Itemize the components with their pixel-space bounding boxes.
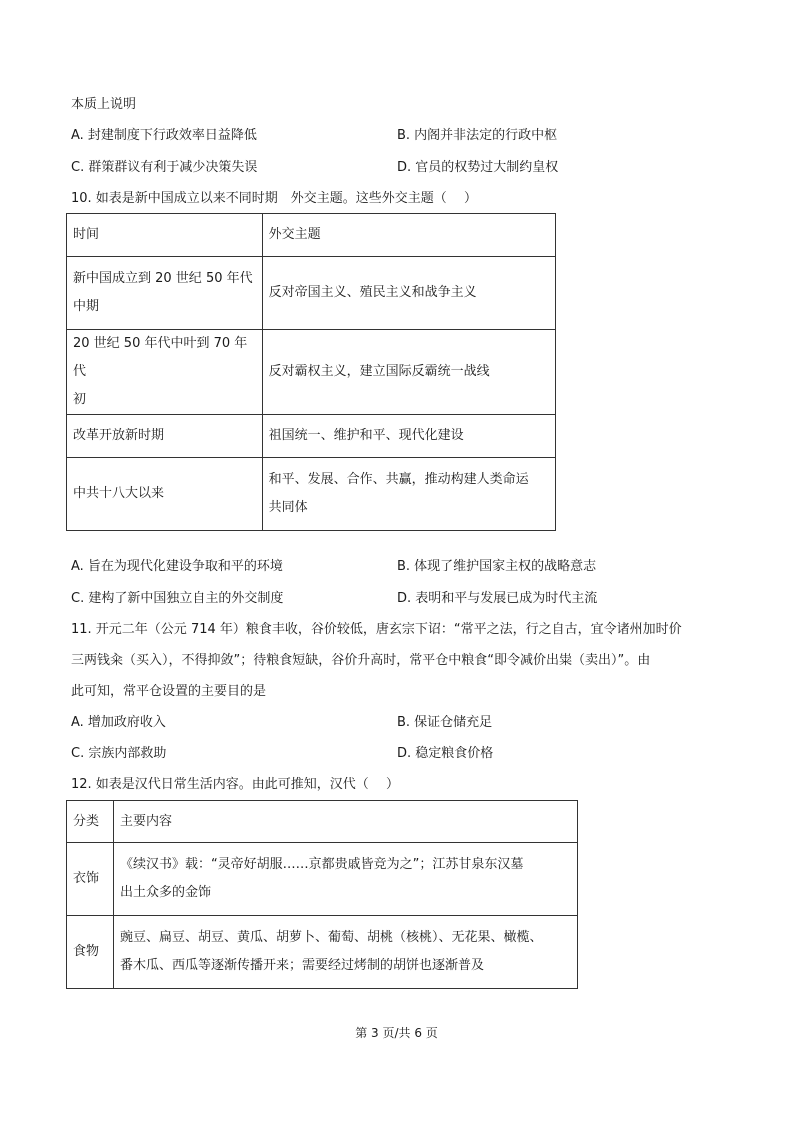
q12-stem: 12. 如表是汉代日常生活内容。由此可推知，汉代（ ） (71, 777, 399, 792)
table-cell (67, 257, 263, 330)
cell-line: 《续汉书》载：“灵帝好胡服……京都贵戚皆竞为之”；江苏甘泉东汉墓 (119, 857, 524, 872)
q9-option-c: C. 群策群议有利于减少决策失误 (71, 160, 258, 175)
table-cell: 反对帝国主义、殖民主义和战争主义 (262, 257, 555, 330)
table-row (67, 916, 578, 989)
q10-table (66, 213, 556, 531)
table-row (67, 257, 556, 330)
cell-line: 初 (73, 392, 87, 407)
table-cell (113, 916, 577, 989)
table-cell: 祖国统一、维护和平、现代化建设 (262, 415, 555, 458)
table-cell (262, 458, 555, 531)
q9-option-d: D. 官员的权势过大制约皇权 (397, 160, 559, 175)
cell-line: 出土众多的金饰 (119, 885, 211, 900)
table-cell (113, 843, 577, 916)
q11-stem-line: 此可知，常平仓设置的主要目的是 (71, 684, 267, 699)
table-cell: 食物 (67, 916, 114, 989)
table-header-cell: 主要内容 (113, 801, 577, 843)
table-cell: 衣饰 (67, 843, 114, 916)
table-header-cell: 时间 (67, 214, 263, 257)
q10-option-a: A. 旨在为现代化建设争取和平的环境 (71, 559, 283, 574)
table-cell: 改革开放新时期 (67, 415, 263, 458)
page-footer: 第 3 页/共 6 页 (355, 1026, 438, 1040)
q10-option-d: D. 表明和平与发展已成为时代主流 (397, 591, 598, 606)
cell-line: 20 世纪 50 年代中叶到 70 年代 (73, 336, 248, 379)
q9-option-a: A. 封建制度下行政效率日益降低 (71, 128, 257, 143)
table-row (67, 458, 556, 531)
table-header-cell: 分类 (67, 801, 114, 843)
table-header-row (67, 214, 556, 257)
q10-stem: 10. 如表是新中国成立以来不同时期 外交主题。这些外交主题（ ） (71, 191, 477, 206)
cell-line: 和平、发展、合作、共赢，推动构建人类命运 (268, 472, 529, 487)
q11-stem-line: 三两钱籴（买入），不得抑敛”；待粮食短缺，谷价升高时，常平仓中粮食“即令减价出粜（卖出）”。由 (71, 653, 651, 668)
table-header-row (67, 801, 578, 843)
cell-line: 共同体 (268, 500, 308, 515)
q11-option-a: A. 增加政府收入 (71, 715, 166, 730)
table-row (67, 330, 556, 415)
q12-table (66, 800, 578, 989)
cell-line: 豌豆、扁豆、胡豆、黄瓜、胡萝卜、葡萄、胡桃（核桃）、无花果、橄榄、 (119, 930, 543, 945)
cell-line: 中期 (73, 299, 100, 314)
table-row (67, 415, 556, 458)
q11-option-d: D. 稳定粮食价格 (397, 746, 494, 761)
cell-line: 新中国成立到 20 世纪 50 年代 (73, 271, 253, 286)
q11-option-c: C. 宗族内部救助 (71, 746, 167, 761)
q9-option-b: B. 内阁并非法定的行政中枢 (397, 128, 558, 143)
cell-line: 番木瓜、西瓜等逐渐传播开来；需要经过烤制的胡饼也逐渐普及 (119, 958, 484, 973)
q10-option-b: B. 体现了维护国家主权的战略意志 (397, 559, 597, 574)
q11-stem-line: 11. 开元二年（公元 714 年）粮食丰收，谷价较低，唐玄宗下诏：“常平之法，行之自古，宜令诸州加时价 (71, 622, 682, 637)
table-cell: 中共十八大以来 (67, 458, 263, 531)
table-cell: 反对霸权主义，建立国际反霸统一战线 (262, 330, 555, 415)
q11-option-b: B. 保证仓储充足 (397, 715, 493, 730)
table-cell (67, 330, 263, 415)
table-row (67, 843, 578, 916)
table-header-cell: 外交主题 (262, 214, 555, 257)
q9-stem-tail: 本质上说明 (71, 97, 137, 112)
q10-option-c: C. 建构了新中国独立自主的外交制度 (71, 591, 284, 606)
